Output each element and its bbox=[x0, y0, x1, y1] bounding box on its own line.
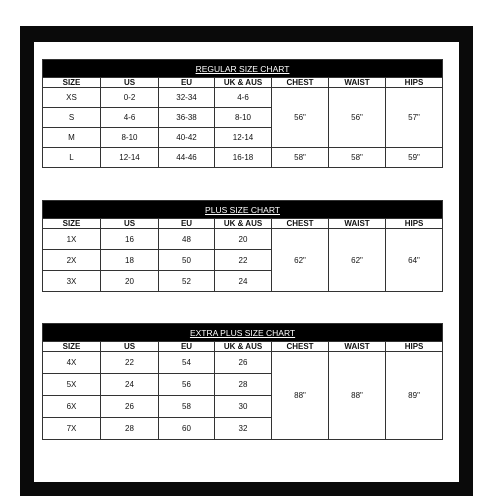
waist-cell: 56" bbox=[329, 88, 386, 148]
table-row bbox=[43, 229, 443, 250]
uk-aus-cell: 12-14 bbox=[215, 128, 272, 148]
header-waist: WAIST bbox=[329, 342, 386, 352]
hips-cell: 64" bbox=[386, 229, 443, 292]
eu-cell: 52 bbox=[159, 271, 215, 292]
header-size: SIZE bbox=[43, 219, 101, 229]
header-chest: CHEST bbox=[272, 78, 329, 88]
header-chest: CHEST bbox=[272, 342, 329, 352]
size-cell: S bbox=[43, 108, 101, 128]
size-cell: M bbox=[43, 128, 101, 148]
waist-cell: 58" bbox=[329, 148, 386, 168]
chest-cell: 62" bbox=[272, 229, 329, 292]
header-eu: EU bbox=[159, 78, 215, 88]
header-hips: HIPS bbox=[386, 78, 443, 88]
size-cell: XS bbox=[43, 88, 101, 108]
size-cell: 1X bbox=[43, 229, 101, 250]
size-cell: 4X bbox=[43, 352, 101, 374]
uk-aus-cell: 8-10 bbox=[215, 108, 272, 128]
eu-cell: 48 bbox=[159, 229, 215, 250]
waist-cell: 88" bbox=[329, 352, 386, 440]
eu-cell: 60 bbox=[159, 418, 215, 440]
eu-cell: 32-34 bbox=[159, 88, 215, 108]
header-uk-aus: UK & AUS bbox=[215, 219, 272, 229]
header-us: US bbox=[101, 78, 159, 88]
uk-aus-cell: 22 bbox=[215, 250, 272, 271]
size-cell: L bbox=[43, 148, 101, 168]
eu-cell: 58 bbox=[159, 396, 215, 418]
header-eu: EU bbox=[159, 219, 215, 229]
size-cell: 2X bbox=[43, 250, 101, 271]
extra-plus-size-chart bbox=[42, 323, 443, 440]
eu-cell: 54 bbox=[159, 352, 215, 374]
header-waist: WAIST bbox=[329, 219, 386, 229]
eu-cell: 50 bbox=[159, 250, 215, 271]
uk-aus-cell: 20 bbox=[215, 229, 272, 250]
hips-cell: 57" bbox=[386, 88, 443, 148]
hips-cell: 59" bbox=[386, 148, 443, 168]
header-us: US bbox=[101, 219, 159, 229]
header-uk-aus: UK & AUS bbox=[215, 342, 272, 352]
table-row bbox=[43, 148, 443, 168]
uk-aus-cell: 32 bbox=[215, 418, 272, 440]
chart-frame bbox=[20, 26, 473, 496]
us-cell: 12-14 bbox=[101, 148, 159, 168]
us-cell: 4-6 bbox=[101, 108, 159, 128]
size-cell: 3X bbox=[43, 271, 101, 292]
chest-cell: 58" bbox=[272, 148, 329, 168]
plus-chart-title: PLUS SIZE CHART bbox=[43, 201, 443, 219]
header-size: SIZE bbox=[43, 342, 101, 352]
us-cell: 16 bbox=[101, 229, 159, 250]
table-row bbox=[43, 352, 443, 374]
chest-cell: 56" bbox=[272, 88, 329, 148]
eu-cell: 40-42 bbox=[159, 128, 215, 148]
hips-cell: 89" bbox=[386, 352, 443, 440]
uk-aus-cell: 4-6 bbox=[215, 88, 272, 108]
uk-aus-cell: 30 bbox=[215, 396, 272, 418]
regular-chart-title: REGULAR SIZE CHART bbox=[43, 60, 443, 78]
us-cell: 26 bbox=[101, 396, 159, 418]
header-hips: HIPS bbox=[386, 219, 443, 229]
header-us: US bbox=[101, 342, 159, 352]
uk-aus-cell: 16-18 bbox=[215, 148, 272, 168]
eu-cell: 56 bbox=[159, 374, 215, 396]
us-cell: 8-10 bbox=[101, 128, 159, 148]
us-cell: 28 bbox=[101, 418, 159, 440]
header-eu: EU bbox=[159, 342, 215, 352]
chest-cell: 88" bbox=[272, 352, 329, 440]
plus-size-chart bbox=[42, 200, 443, 292]
us-cell: 18 bbox=[101, 250, 159, 271]
size-cell: 7X bbox=[43, 418, 101, 440]
regular-size-chart bbox=[42, 59, 443, 168]
header-waist: WAIST bbox=[329, 78, 386, 88]
us-cell: 0-2 bbox=[101, 88, 159, 108]
us-cell: 22 bbox=[101, 352, 159, 374]
header-chest: CHEST bbox=[272, 219, 329, 229]
us-cell: 24 bbox=[101, 374, 159, 396]
size-cell: 6X bbox=[43, 396, 101, 418]
size-cell: 5X bbox=[43, 374, 101, 396]
us-cell: 20 bbox=[101, 271, 159, 292]
header-hips: HIPS bbox=[386, 342, 443, 352]
waist-cell: 62" bbox=[329, 229, 386, 292]
eu-cell: 44-46 bbox=[159, 148, 215, 168]
uk-aus-cell: 26 bbox=[215, 352, 272, 374]
header-size: SIZE bbox=[43, 78, 101, 88]
uk-aus-cell: 24 bbox=[215, 271, 272, 292]
extra-plus-chart-title: EXTRA PLUS SIZE CHART bbox=[43, 324, 443, 342]
uk-aus-cell: 28 bbox=[215, 374, 272, 396]
table-row bbox=[43, 88, 443, 108]
header-uk-aus: UK & AUS bbox=[215, 78, 272, 88]
eu-cell: 36-38 bbox=[159, 108, 215, 128]
chart-panel bbox=[34, 42, 459, 482]
